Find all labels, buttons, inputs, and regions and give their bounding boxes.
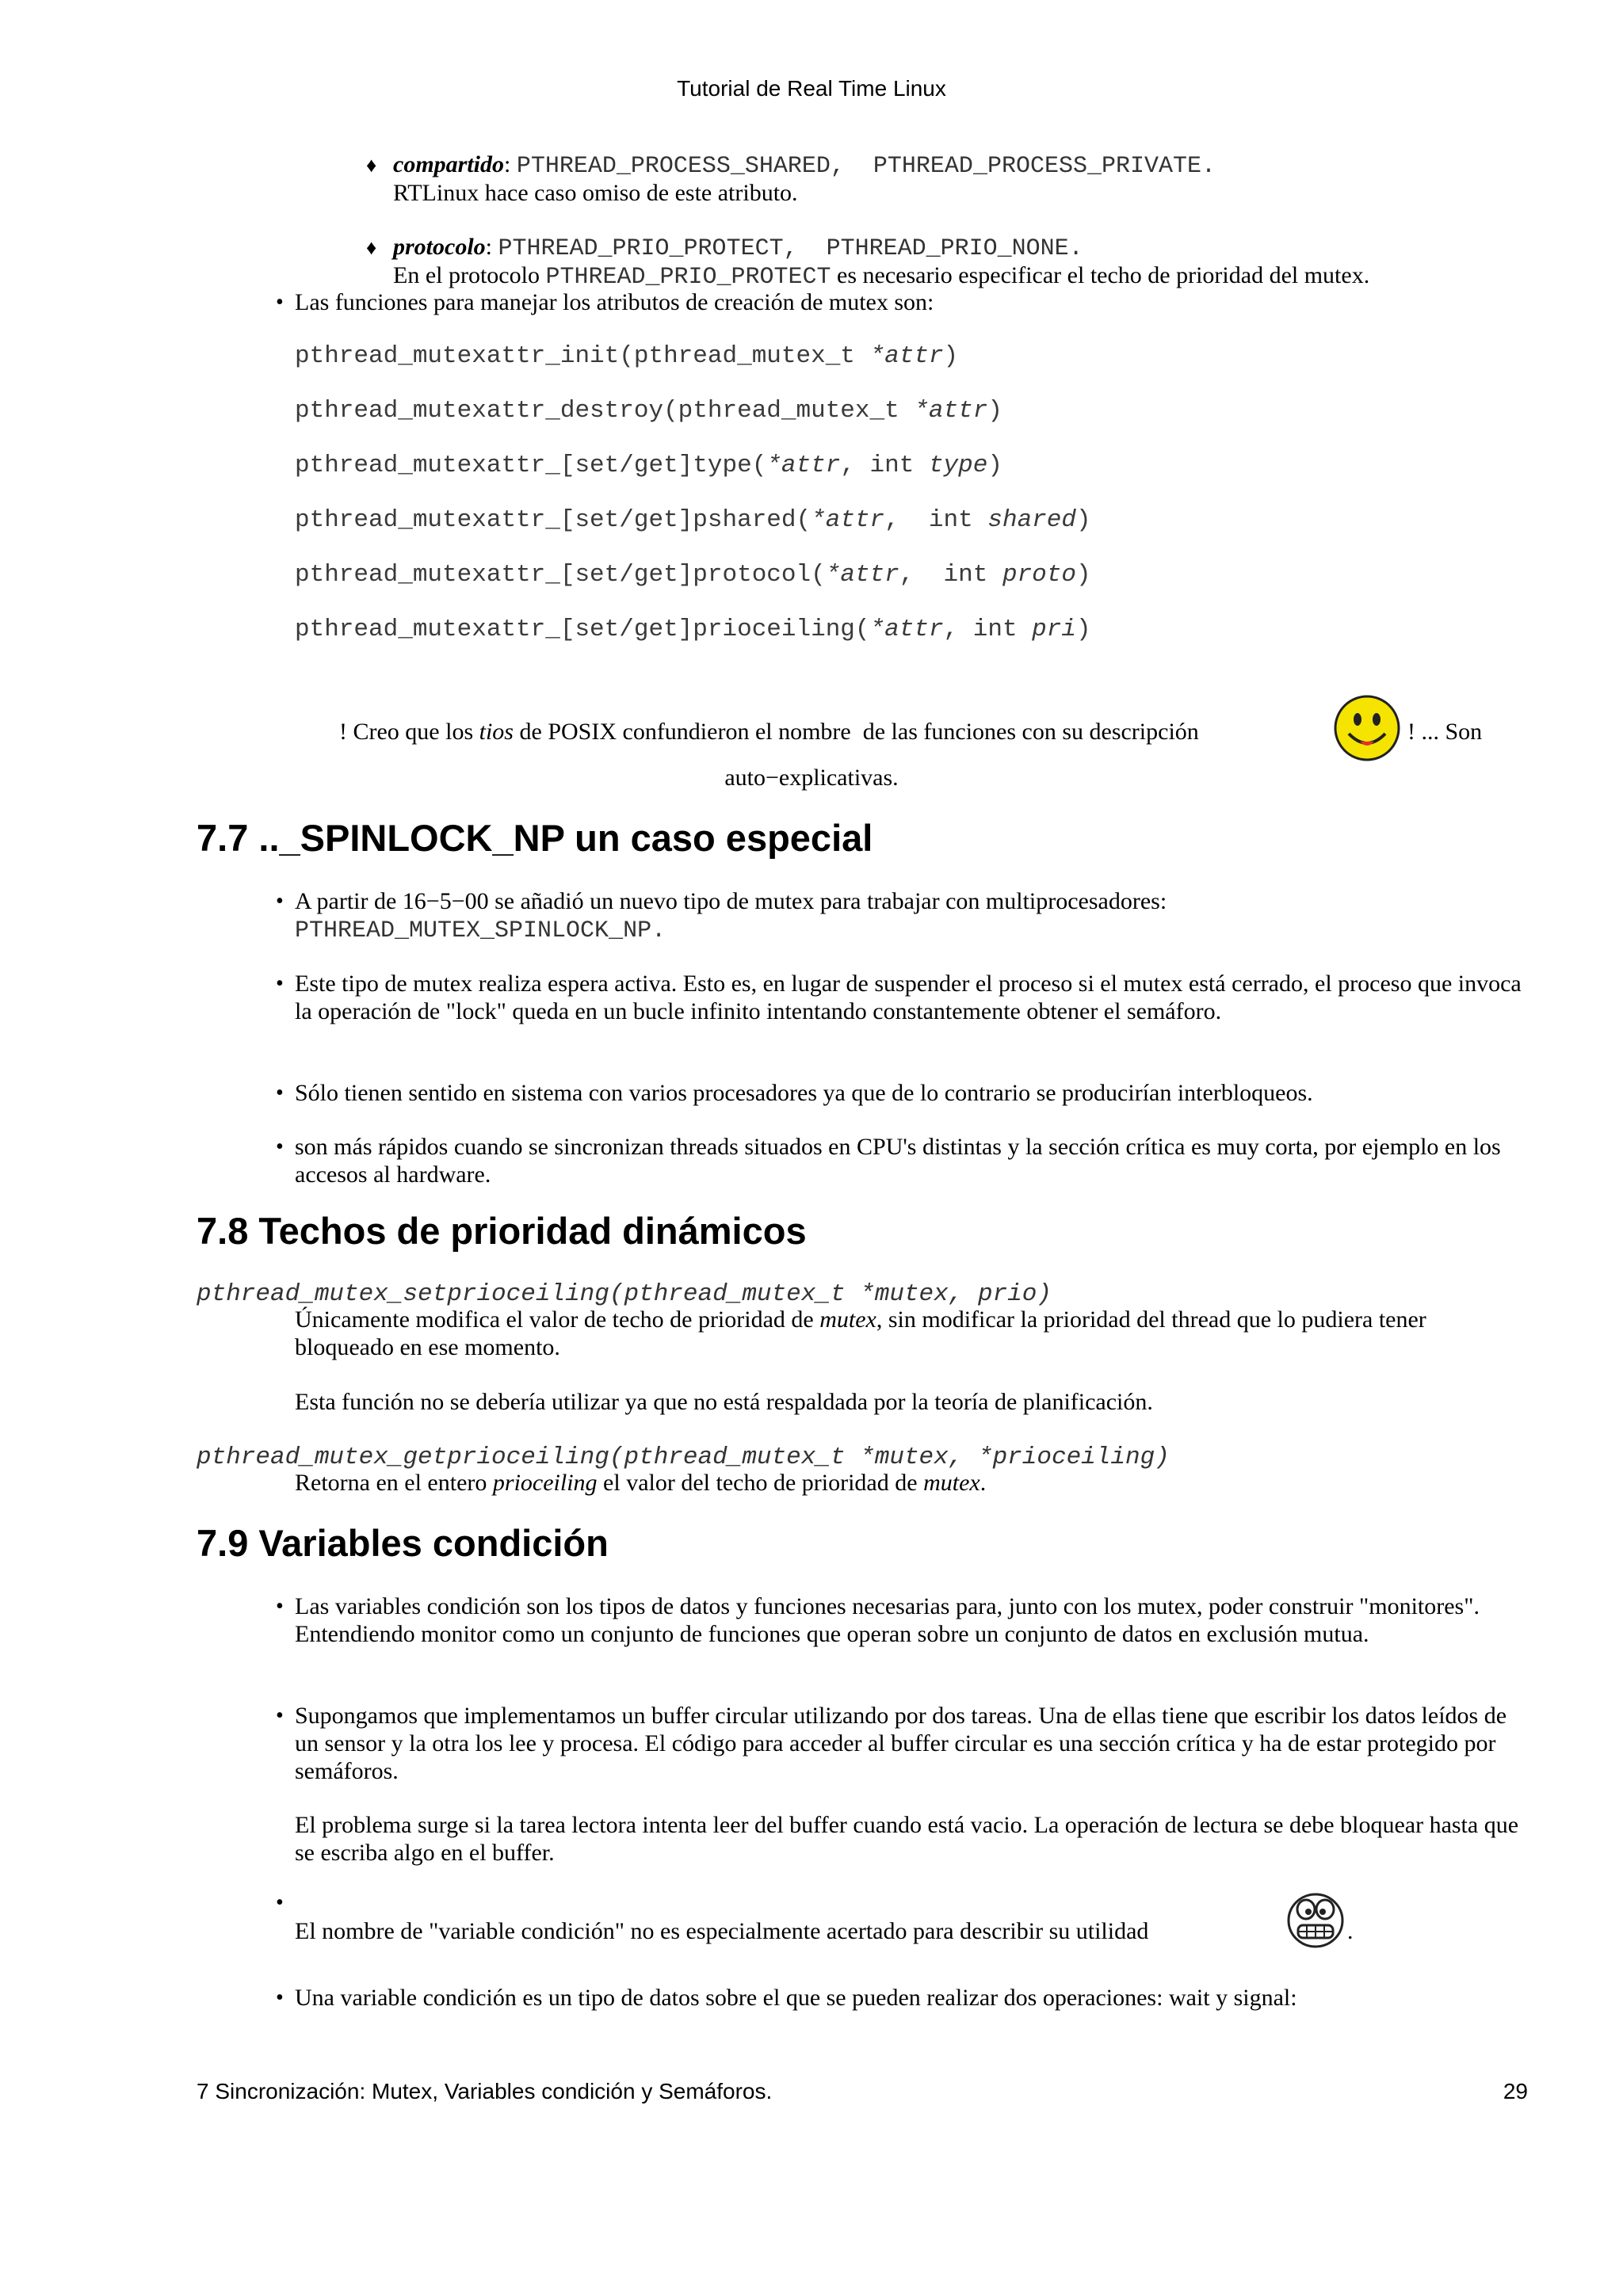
- code-line: [295, 452, 1002, 479]
- running-header: Tutorial de Real Time Linux: [677, 76, 946, 101]
- note-text: En el protocolo: [393, 262, 540, 288]
- code-paren: ): [1075, 506, 1091, 534]
- item-text: El nombre de "variable condición" no es especialmente acertado para describir su utilidad: [295, 1918, 1149, 1944]
- code-paren: ): [987, 452, 1002, 479]
- list-item: Supongamos que implementamos un buffer circular utilizando por dos tareas. Una de ellas tiene que escribir los datos leídos de un sensor y la otra los lee y procesa. El código para acceder al buffer circular es una sección crítica y ha de estar protegido por semáforos.: [295, 1703, 1507, 1784]
- code-line: [295, 506, 1091, 534]
- code-arg: *attr: [869, 342, 944, 370]
- list-item-continuation: El problema surge si la tarea lectora intenta leer del buffer cuando está vacio. La operación de lectura se debe bloquear hasta que se escriba algo en el buffer.: [295, 1812, 1519, 1866]
- def-note: Esta función no se debería utilizar ya que no está respaldada por la teoría de planificación.: [295, 1389, 1153, 1415]
- code-arg: type: [928, 452, 988, 479]
- remark-emph: tios: [479, 719, 514, 745]
- code-line: [295, 342, 958, 370]
- page-number: 29: [1503, 2079, 1528, 2103]
- code-paren: ): [987, 397, 1002, 425]
- code-fn: pthread_mutexattr_[set/get]pshared(: [295, 506, 812, 534]
- code-line: [295, 397, 1002, 425]
- def-desc: [295, 1306, 1531, 1361]
- diamond-bullet: ♦: [366, 154, 377, 177]
- diamond-bullet: ♦: [366, 236, 377, 259]
- list-item: Sólo tienen sentido en sistema con varios procesadores ya que de lo contrario se producirían interbloqueos.: [295, 1080, 1313, 1106]
- note-code: PTHREAD_PRIO_PROTECT: [545, 264, 831, 291]
- code-arg: *attr: [825, 561, 899, 589]
- bullet: •: [276, 1703, 284, 1728]
- item-text: A partir de 16−5−00 se añadió un nuevo tipo de mutex para trabajar con multiprocesadores:: [295, 888, 1167, 914]
- code-line: [295, 616, 1091, 643]
- code-fn: pthread_mutexattr_init(pthread_mutex_t: [295, 342, 870, 370]
- def-desc: [295, 1469, 1531, 1497]
- grinning-face-icon: [1285, 1889, 1346, 1949]
- remark-text: ! Creo que los: [339, 719, 479, 745]
- list-item: Una variable condición es un tipo de datos sobre el que se pueden realizar dos operaciones: wait y signal:: [295, 1985, 1297, 2011]
- attr-sep: :: [504, 151, 511, 177]
- code-arg: *attr: [766, 452, 841, 479]
- item-code-end: .: [651, 917, 666, 944]
- attr-shared-name: compartido: [393, 151, 504, 177]
- code-arg: *attr: [914, 397, 988, 425]
- attr-protocol-name: protocolo: [393, 234, 486, 260]
- code-fn: pthread_mutexattr_[set/get]protocol(: [295, 561, 826, 589]
- section-heading-7-7: 7.7 .._SPINLOCK_NP un caso especial: [197, 817, 873, 859]
- code-paren: ): [1075, 616, 1091, 643]
- bullet: •: [276, 971, 284, 996]
- code-fn: pthread_mutexattr_[set/get]type(: [295, 452, 767, 479]
- attr-shared-note: RTLinux hace caso omiso de este atributo.: [393, 180, 798, 206]
- code-sep: , int: [884, 506, 988, 534]
- code-paren: ): [1075, 561, 1091, 589]
- desc-text: el valor del techo de prioridad de: [597, 1470, 924, 1496]
- remark-text: de POSIX confundieron el nombre de las funciones con su descripción: [514, 719, 1199, 745]
- remark-end: ! ... Son: [1407, 719, 1483, 745]
- code-arg: pri: [1032, 616, 1076, 643]
- code-arg: *attr: [811, 506, 885, 534]
- bullet: •: [276, 1135, 284, 1159]
- code-sep: , int: [840, 452, 929, 479]
- desc-text: .: [980, 1470, 987, 1496]
- attr-protocol-line: [393, 233, 1083, 263]
- footer-chapter: 7 Sincronización: Mutex, Variables condición y Semáforos.: [197, 2079, 773, 2103]
- code-fn: pthread_mutexattr_destroy(pthread_mutex_t: [295, 397, 915, 425]
- list-item: [295, 887, 1531, 945]
- code-line: [295, 561, 1091, 589]
- code-arg: shared: [987, 506, 1076, 534]
- list-item: [295, 1917, 1148, 1945]
- desc-emph: mutex: [923, 1470, 980, 1496]
- section-heading-7-8: 7.8 Techos de prioridad dinámicos: [197, 1210, 807, 1252]
- remark-line: [339, 718, 1199, 746]
- attr-end: .: [1201, 153, 1216, 180]
- list-item: Este tipo de mutex realiza espera activa. Esto es, en lugar de suspender el proceso si el mutex está cerrado, el proceso que invoca la operación de "lock" queda en un bucle infinito intentando constantemente obtener el semáforo.: [295, 971, 1522, 1024]
- functions-intro: Las funciones para manejar los atributos de creación de mutex son:: [295, 289, 934, 315]
- code-arg: *attr: [869, 616, 944, 643]
- code-arg: proto: [1002, 561, 1076, 589]
- attr-protocol-values: PTHREAD_PRIO_PROTECT, PTHREAD_PRIO_NONE: [498, 235, 1069, 262]
- code-sep: , int: [899, 561, 1002, 589]
- code-fn: pthread_mutexattr_[set/get]prioceiling(: [295, 616, 870, 643]
- bullet: •: [276, 889, 284, 913]
- attr-end: .: [1068, 235, 1083, 262]
- attr-sep: :: [485, 234, 493, 260]
- desc-text: Retorna en el entero: [295, 1470, 493, 1496]
- bullet: •: [276, 1985, 284, 2010]
- list-item: son más rápidos cuando se sincronizan threads situados en CPU's distintas y la sección crítica es muy corta, por ejemplo en los accesos al hardware.: [295, 1134, 1501, 1188]
- desc-text: , sin modificar la prioridad del thread que lo pudiera tener bloqueado en ese momento.: [295, 1306, 1426, 1360]
- def-term-setprioceiling: pthread_mutex_setprioceiling(pthread_mutex_t *mutex, prio): [197, 1280, 1052, 1308]
- remark-line2: auto−explicativas.: [724, 765, 899, 791]
- code-sep: , int: [943, 616, 1033, 643]
- bullet: •: [276, 290, 284, 315]
- bullet: •: [276, 1890, 284, 1915]
- attr-shared-values: PTHREAD_PROCESS_SHARED, PTHREAD_PROCESS_PRIVATE: [516, 153, 1201, 180]
- attr-shared-line: [393, 151, 1216, 181]
- bullet: •: [276, 1594, 284, 1619]
- smiley-icon: [1333, 694, 1401, 762]
- desc-emph: prioceiling: [492, 1470, 598, 1496]
- note-text: es necesario especificar el techo de prioridad del mutex.: [837, 262, 1370, 288]
- list-item: Las variables condición son los tipos de datos y funciones necesarias para, junto con los mutex, poder construir "monitores". Entendiendo monitor como un conjunto de funciones que operan sobre un conjunto de datos en exclusión mutua.: [295, 1593, 1480, 1647]
- code-paren: ): [943, 342, 959, 370]
- item-end: .: [1347, 1918, 1354, 1944]
- attr-protocol-note: [393, 261, 1369, 292]
- bullet: •: [276, 1081, 284, 1105]
- desc-emph: mutex: [819, 1306, 876, 1333]
- desc-text: Únicamente modifica el valor de techo de prioridad de: [295, 1306, 820, 1333]
- section-heading-7-9: 7.9 Variables condición: [197, 1522, 609, 1564]
- def-term-getprioceiling: pthread_mutex_getprioceiling(pthread_mutex_t *mutex, *prioceiling): [197, 1444, 1170, 1471]
- item-code: PTHREAD_MUTEX_SPINLOCK_NP: [295, 917, 652, 944]
